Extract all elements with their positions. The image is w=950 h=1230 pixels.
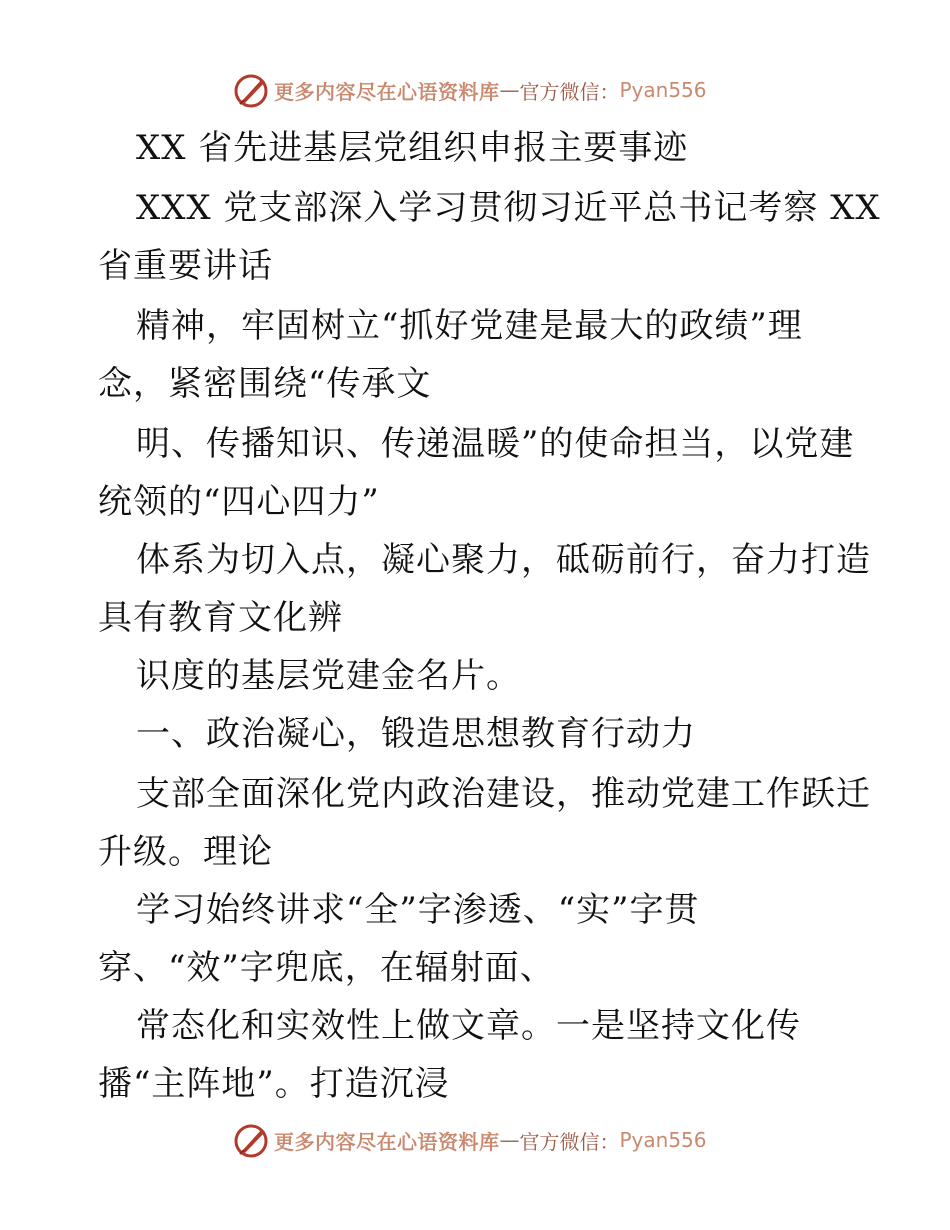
watermark-header <box>232 70 707 110</box>
paragraph-line: 具有教育文化辨 <box>98 598 343 638</box>
document-title: XX 省先进基层党组织申报主要事迹 <box>136 128 689 168</box>
paragraph-line: 常态化和实效性上做文章。一是坚持文化传 <box>136 1006 801 1046</box>
watermark-wechat-id: Pyan556 <box>619 78 707 102</box>
paragraph-line: 识度的基层党建金名片。 <box>136 656 521 696</box>
paragraph-line: 明、传播知识、传递温暖”的使命担当，以党建 <box>136 424 855 464</box>
watermark-wechat-id: Pyan556 <box>619 1128 707 1152</box>
watermark-separator: — <box>499 78 520 102</box>
paragraph-line: 播“主阵地”。打造沉浸 <box>98 1064 450 1104</box>
paragraph-line: 穿、“效”字兜底，在辐射面、 <box>98 948 555 988</box>
watermark-wechat-label: 官方微信： <box>519 79 620 104</box>
paragraph-line: 精神，牢固树立“抓好党建是最大的政绩”理 <box>136 306 803 346</box>
watermark-separator: — <box>499 1128 520 1152</box>
watermark-wechat-label: 官方微信： <box>519 1129 620 1154</box>
watermark-site-name: 更多内容尽在心语资料库 <box>274 1129 500 1154</box>
paragraph-line: 统领的“四心四力” <box>98 482 380 522</box>
watermark-footer <box>232 1120 707 1160</box>
quill-logo-icon <box>232 1121 270 1159</box>
section-heading: 一、政治凝心，锻造思想教育行动力 <box>136 714 696 754</box>
paragraph-line: 升级。理论 <box>98 832 273 872</box>
watermark-site-name: 更多内容尽在心语资料库 <box>274 79 500 104</box>
paragraph-line: 念，紧密围绕“传承文 <box>98 364 432 404</box>
quill-logo-icon <box>232 71 270 109</box>
paragraph-line: XXX 党支部深入学习贯彻习近平总书记考察 XX <box>136 188 881 228</box>
paragraph-line: 学习始终讲求“全”字渗透、“实”字贯 <box>136 890 700 930</box>
paragraph-line: 体系为切入点，凝心聚力，砥砺前行，奋力打造 <box>136 540 871 580</box>
paragraph-line: 支部全面深化党内政治建设，推动党建工作跃迁 <box>136 774 871 814</box>
paragraph-line: 省重要讲话 <box>98 246 273 286</box>
